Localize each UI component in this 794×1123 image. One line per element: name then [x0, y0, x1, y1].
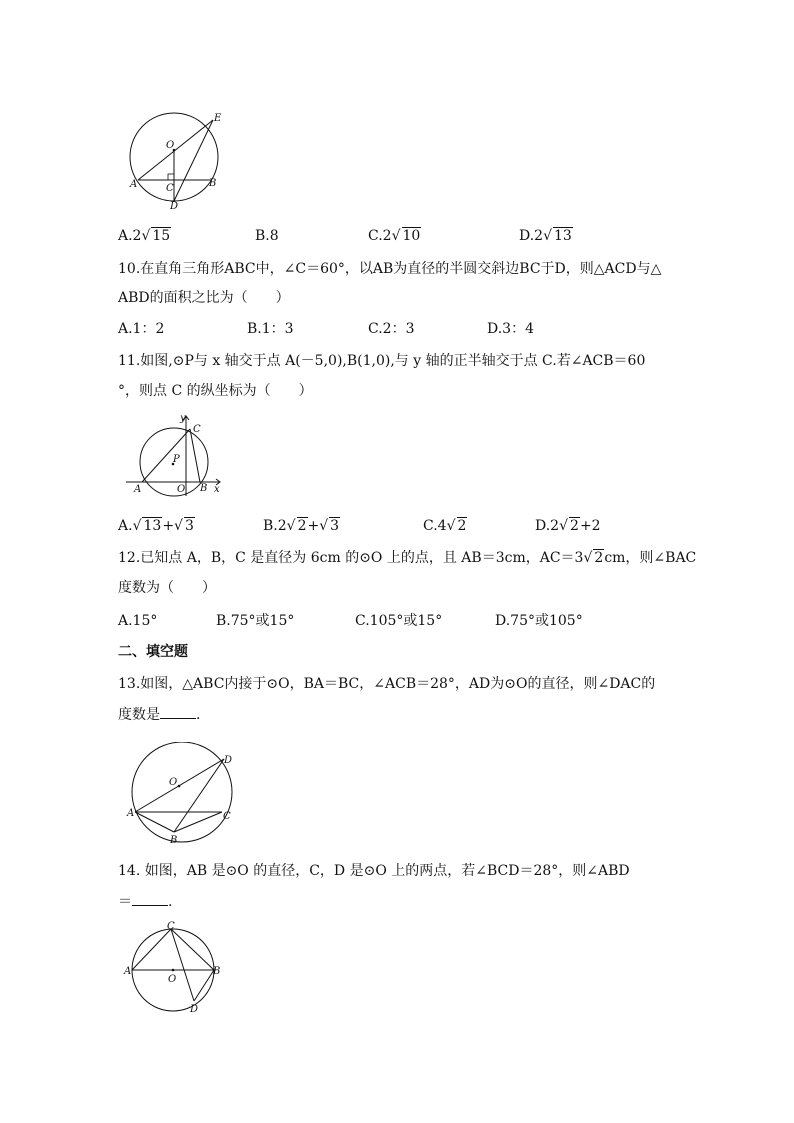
q10-stem-line1: 10.在直角三角形ABC中，∠C＝60°，以AB为直径的半圆交斜边BC于D，则△ACD与△ [118, 261, 662, 277]
q11-label-x: x [214, 484, 220, 495]
q14-label-d: D [190, 1004, 199, 1015]
q14-stem-line2: ＝ . [118, 891, 172, 912]
q13-chord-ab [135, 812, 174, 832]
q13-label-o: O [169, 777, 178, 788]
q9-line-ae [138, 120, 213, 180]
q14-figure [118, 918, 230, 1016]
q10-option-d: D.3：4 [487, 321, 534, 337]
q11-stem-line2: °，则点 C 的纵坐标为（ ） [118, 383, 313, 399]
sqrt-sign: √ 13 [543, 228, 572, 244]
sqrt-sign: √ 10 [391, 228, 421, 244]
q9-label-c: C [166, 183, 174, 194]
q11-label-c: C [193, 424, 201, 435]
q10-option-a: A.1：2 [118, 321, 165, 337]
q14-stem-line1: 14. 如图，AB 是⊙O 的直径，C，D 是⊙O 上的两点，若∠BCD＝28°，则∠ABD [118, 863, 630, 879]
q9-figure [120, 110, 235, 210]
sqrt-sign: √ 2 [446, 518, 467, 534]
q14-label-b: B [213, 966, 221, 977]
sqrt-sign: √ 3 [174, 518, 194, 534]
q13-label-b: B [170, 835, 178, 846]
q14-label-a: A [124, 966, 132, 977]
q11-label-o: O [177, 484, 186, 495]
q12-stem-line1: 12.已知点 A，B，C 是直径为 6cm 的⊙O 上的点，且 AB＝3cm，AC＝3√ 2cm，则∠BAC [118, 550, 697, 566]
q9-option-b: B.8 [255, 228, 279, 244]
q13-circle [132, 742, 232, 842]
q14-center-dot [172, 969, 175, 972]
sqrt-sign: √ 2 [286, 518, 307, 534]
answer-blank[interactable] [160, 704, 196, 719]
sqrt-sign: √ 3 [319, 518, 340, 534]
q12-option-d: D.75°或105° [495, 613, 583, 629]
q11-label-b: B [200, 483, 208, 494]
q11-label-a: A [134, 484, 142, 495]
q9-label-d: D [170, 201, 179, 210]
q13-stem-line1: 13.如图，△ABC内接于⊙O，BA＝BC，∠ACB＝28°，AD为⊙O的直径，则∠DAC的 [118, 676, 656, 692]
q10-stem-line2: ABD的面积之比为（ ） [118, 290, 290, 306]
q13-center-dot [178, 785, 181, 788]
q11-stem-line1: 11.如图,⊙P与 x 轴交于点 A(－5,0),B(1,0),与 y 轴的正半轴交于点 C.若∠ACB＝60 [118, 353, 646, 369]
q11-line-cb [190, 429, 200, 482]
q11-line-ac [142, 429, 190, 482]
q11-option-c: C.4√ 2 [423, 518, 467, 534]
q9-option-d: D.2√ 13 [519, 228, 572, 244]
q12-option-a: A.15° [118, 613, 158, 629]
q9-option-a: A.2√ 15 [118, 228, 171, 244]
q10-option-c: C.2：3 [368, 321, 415, 337]
q12-option-b: B.75°或15° [216, 613, 295, 629]
q11-option-d: D.2√ 2+2 [535, 518, 601, 534]
q9-right-angle-mark [168, 174, 174, 180]
q11-label-y: y [180, 413, 186, 424]
q9-line-de [174, 120, 213, 201]
q13-figure [122, 742, 242, 850]
q13-label-a: A [127, 808, 135, 819]
q9-label-a: A [130, 179, 138, 190]
sqrt-sign: √ 15 [141, 228, 171, 244]
q9-label-o: O [166, 140, 175, 151]
section-title-fill-in: 二、填空题 [118, 644, 188, 660]
q11-option-a: A.√ 13+√ 3 [118, 518, 194, 534]
q14-label-c: C [167, 921, 175, 932]
q9-option-c: C.2√ 10 [368, 228, 421, 244]
q14-label-o: O [168, 974, 177, 985]
sqrt-sign: √ 2 [559, 518, 579, 534]
q11-option-b: B.2√ 2+√ 3 [263, 518, 340, 534]
q13-label-d: D [224, 755, 233, 766]
q13-label-c: C [223, 811, 231, 822]
q12-stem-line2: 度数为（ ） [118, 580, 216, 596]
q11-label-p: P [173, 454, 180, 465]
sqrt-sign: √ 13 [132, 518, 162, 534]
q13-stem-line2: 度数是 . [118, 704, 200, 725]
q12-option-c: C.105°或15° [355, 613, 443, 629]
answer-blank[interactable] [132, 891, 168, 906]
q10-option-b: B.1：3 [247, 321, 294, 337]
q9-label-e: E [214, 113, 222, 124]
q9-label-b: B [209, 178, 217, 189]
sqrt-sign: √ 2 [583, 550, 604, 566]
q11-figure [124, 412, 230, 498]
